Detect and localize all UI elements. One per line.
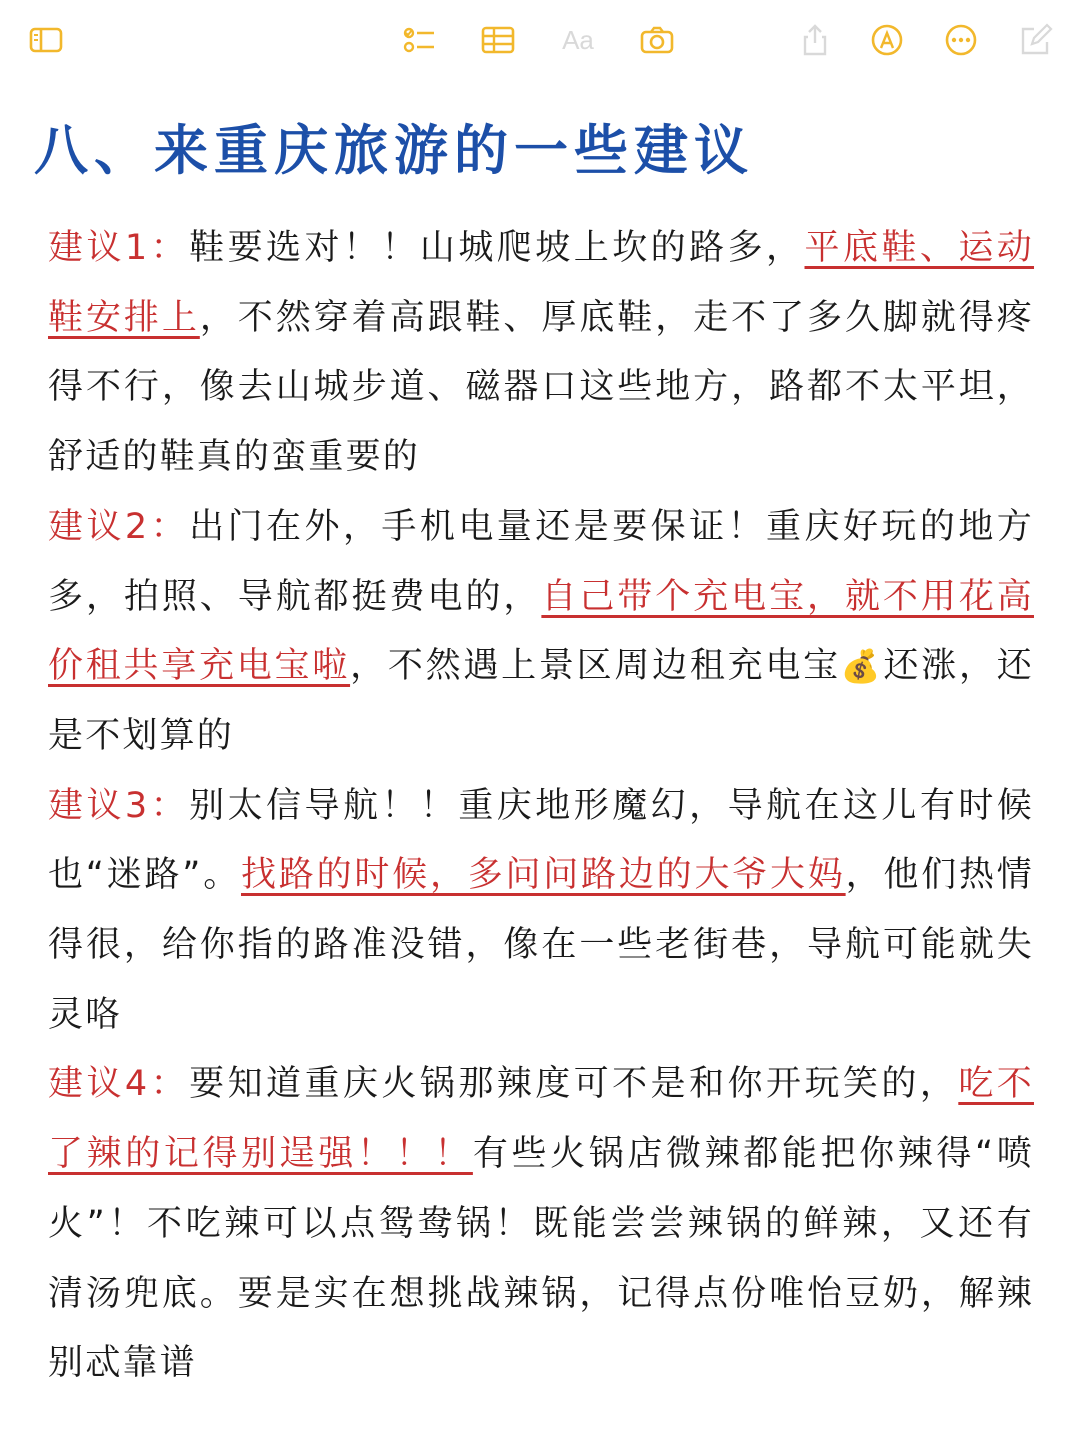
note-title: 八、来重庆旅游的一些建议 [34, 119, 754, 182]
money-bag-icon: 💰 [840, 647, 884, 686]
table-icon[interactable] [479, 22, 517, 58]
tip-highlight: 吃不了辣的记得别逞强！！！ [48, 1064, 1034, 1175]
text-format-label: Aa [562, 25, 594, 55]
camera-icon[interactable] [638, 22, 676, 58]
tip-text: 出门在外，手机电量还是要保证！重庆好玩的地方多，拍照、导航都挺费电的， [48, 506, 1035, 617]
note-body[interactable] [48, 214, 1034, 1399]
tip-text: 鞋要选对！！山城爬坡上坎的路多， [189, 228, 805, 268]
notes-toolbar [0, 0, 1080, 80]
tip-text: 还涨，还是不划算的 [48, 646, 1034, 756]
tip-text: ，不然遇上景区周边租充电宝 [350, 646, 841, 687]
share-icon [796, 22, 834, 58]
tip-label: 建议1： [48, 228, 190, 268]
tip-paragraph [48, 214, 1034, 493]
tip-label: 建议3： [48, 785, 190, 826]
checklist-icon[interactable] [400, 22, 438, 58]
tip-text: ，不然穿着高跟鞋、厚底鞋，走不了多久脚就得疼得不行，像去山城步道、磁器口这些地方，路都不太平坦，舒适的鞋真的蛮重要的 [48, 297, 1034, 478]
tip-label: 建议4： [48, 1064, 190, 1105]
tip-text: ，他们热情得很，给你指的路准没错，像在一些老街巷，导航可能就失灵咯 [48, 855, 1034, 1035]
tip-text: 要知道重庆火锅那辣度可不是和你开玩笑的， [189, 1064, 959, 1105]
more-icon[interactable] [942, 22, 980, 58]
tip-paragraph [48, 1050, 1034, 1399]
compose-icon [1017, 22, 1055, 58]
markup-icon[interactable] [868, 22, 906, 58]
tip-paragraph [48, 493, 1034, 772]
tip-paragraph [48, 772, 1034, 1051]
sidebar-icon[interactable] [27, 22, 65, 58]
tip-text: 有些火锅店微辣都能把你辣得“喷火”！不吃辣可以点鸳鸯锅！既能尝尝辣锅的鲜辣，又还有清汤兜底。要是实在想挑战辣锅，记得点份唯怡豆奶，解辣别忒靠谱 [48, 1134, 1034, 1384]
tip-highlight: 平底鞋、运动鞋安排上 [48, 228, 1035, 338]
tip-highlight: 自己带个充电宝，就不用花高价租共享充电宝啦 [48, 576, 1034, 687]
text-format-icon [559, 22, 597, 58]
tip-highlight: 找路的时候，多问问路边的大爷大妈 [241, 855, 846, 896]
tip-text: 别太信导航！！重庆地形魔幻，导航在这儿有时候也“迷路”。 [48, 785, 1035, 896]
tip-label: 建议2： [48, 506, 190, 547]
